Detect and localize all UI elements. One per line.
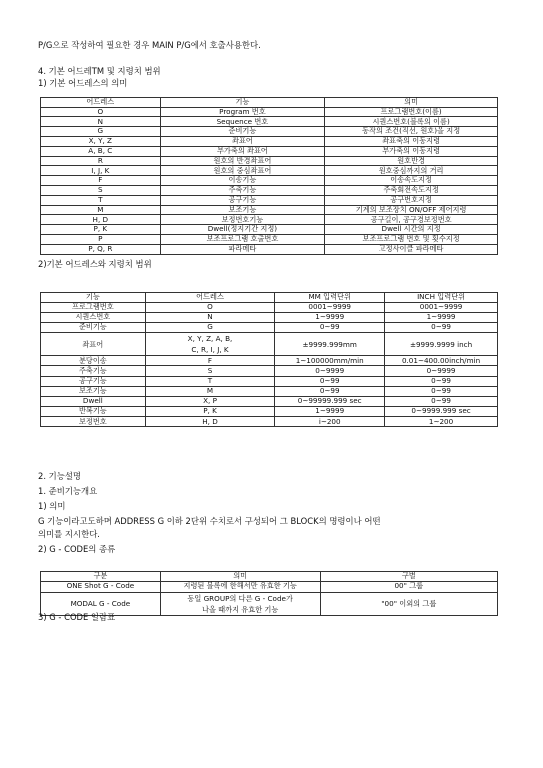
column-header: 어드레스 xyxy=(41,98,161,108)
table-cell: 부가축의 좌표어 xyxy=(160,146,325,156)
table-cell: 0~99 xyxy=(275,376,385,386)
column-header: INCH 입력단위 xyxy=(385,293,498,303)
table-cell: 부가축의 이동지령 xyxy=(325,146,498,156)
table-cell: 0~9999.999 sec xyxy=(385,407,498,417)
table-row xyxy=(41,107,498,117)
column-header: 기능 xyxy=(160,98,325,108)
column-header: 의미 xyxy=(160,572,320,582)
table-cell: ±9999.9999 inch xyxy=(385,333,498,356)
table-cell: 0.01~400.00inch/min xyxy=(385,356,498,366)
table-cell: 원호의 반경좌표어 xyxy=(160,156,325,166)
table-cell: 지령된 블록에 한해서만 유효한 기능 xyxy=(160,581,320,592)
table-cell: P, K xyxy=(145,407,275,417)
table-row xyxy=(41,386,498,396)
table-cell: 0001~9999 xyxy=(385,302,498,312)
table-cell: 0001~9999 xyxy=(275,302,385,312)
table-cell: 공구기능 xyxy=(41,376,146,386)
paragraph-line-2: 의미를 지시한다. xyxy=(38,529,100,539)
column-header: 어드레스 xyxy=(145,293,275,303)
table-row xyxy=(41,195,498,205)
table-cell: R xyxy=(41,156,161,166)
section2-title: 2. 기능설명 xyxy=(38,471,82,481)
table-cell: P, Q, R xyxy=(41,244,161,254)
table-cell: 원호중심까지의 거리 xyxy=(325,166,498,176)
column-header: 기능 xyxy=(41,293,146,303)
table-cell: 좌표축의 이동지령 xyxy=(325,136,498,146)
table-cell: T xyxy=(41,195,161,205)
table-cell: 프로그램번호(이름) xyxy=(325,107,498,117)
table-row xyxy=(41,176,498,186)
table-cell: M xyxy=(41,205,161,215)
table-cell: 시퀀스번호(블록의 이름) xyxy=(325,117,498,127)
table-cell: N xyxy=(145,312,275,322)
table-cell: 이송속도지정 xyxy=(325,176,498,186)
column-header: 의미 xyxy=(325,98,498,108)
table-row xyxy=(41,127,498,137)
table-cell: 1~9999 xyxy=(385,312,498,322)
table-row xyxy=(41,407,498,417)
section4-subtitle-2: 2)기본 어드레스와 지령치 범위 xyxy=(38,259,152,269)
table-cell: 기계의 보조장치 ON/OFF 제어지령 xyxy=(325,205,498,215)
table-header-row xyxy=(41,98,498,108)
section2-subtitle-3: 3) G - CODE 일람표 xyxy=(38,612,116,622)
table-cell: F xyxy=(41,176,161,186)
table-cell: MODAL G - Code xyxy=(41,592,161,615)
table-cell: 동작의 조건(직선, 원호)을 지정 xyxy=(325,127,498,137)
table-row xyxy=(41,136,498,146)
table-row xyxy=(41,376,498,386)
table-cell: X, P xyxy=(145,396,275,406)
table-cell: Dwell 시간의 지정 xyxy=(325,225,498,235)
table-cell: 보정번호기능 xyxy=(160,215,325,225)
meaning-line-2: 나올 때까지 유효한 기능 xyxy=(202,604,279,614)
table-row xyxy=(41,581,498,592)
table-cell: Dwell xyxy=(41,396,146,406)
table-cell: 공구길이, 공구경보정번호 xyxy=(325,215,498,225)
table-cell: Program 번호 xyxy=(160,107,325,117)
table-cell: Dwell(정지기간 지정) xyxy=(160,225,325,235)
table-cell: 0~99 xyxy=(275,322,385,332)
table-cell: 주축기능 xyxy=(41,366,146,376)
table-cell: X, Y, Z xyxy=(41,136,161,146)
table-cell: 0~99 xyxy=(385,322,498,332)
table-cell: H, D xyxy=(145,417,275,427)
table-cell: 좌표어 xyxy=(160,136,325,146)
table-row xyxy=(41,417,498,427)
table-cell: "00" 이외의 그룹 xyxy=(320,592,497,615)
table-row xyxy=(41,225,498,235)
table-row xyxy=(41,146,498,156)
table-cell: 00" 그룹 xyxy=(320,581,497,592)
table-cell: 반복기능 xyxy=(41,407,146,417)
table-cell: 보조프로그램 번호 및 횟수지정 xyxy=(325,234,498,244)
table-cell: ±9999.999mm xyxy=(275,333,385,356)
table-cell: 1~9999 xyxy=(275,407,385,417)
table-cell: 이송기능 xyxy=(160,176,325,186)
table-cell: M xyxy=(145,386,275,396)
table-row xyxy=(41,156,498,166)
table-cell: 0~9999 xyxy=(385,366,498,376)
table-row xyxy=(41,117,498,127)
table-row xyxy=(41,322,498,332)
table-cell: 원호반경 xyxy=(325,156,498,166)
table-cell: 파라메타 xyxy=(160,244,325,254)
table-row xyxy=(41,356,498,366)
table-cell: 1~100000mm/min xyxy=(275,356,385,366)
table-cell: ONE Shot G - Code xyxy=(41,581,161,592)
address-range-table xyxy=(40,292,498,427)
table-cell: 공구기능 xyxy=(160,195,325,205)
table-cell: O xyxy=(145,302,275,312)
table-row xyxy=(41,396,498,406)
intro-line: P/G으로 작성하여 필요한 경우 MAIN P/G에서 호출사용한다. xyxy=(38,40,261,50)
table-cell: 0~9999 xyxy=(275,366,385,376)
table-cell xyxy=(145,333,275,356)
table-cell: O xyxy=(41,107,161,117)
table-cell: 좌표어 xyxy=(41,333,146,356)
table-cell xyxy=(160,592,320,615)
section4-subtitle-1: 1) 기본 어드레스의 의미 xyxy=(38,78,128,88)
table-cell: 0~99 xyxy=(385,396,498,406)
table-cell: 고정사이클 파라메타 xyxy=(325,244,498,254)
table-cell: 공구번호지정 xyxy=(325,195,498,205)
section2-subtitle-1-1: 1) 의미 xyxy=(38,501,66,511)
paragraph-line-1: G 기능이라고도하며 ADDRESS G 이하 2단위 수치로서 구성되어 그 BLOCK의 명령이나 어떤 xyxy=(38,516,381,526)
table-row xyxy=(41,333,498,356)
table-row xyxy=(41,234,498,244)
table-cell: 보조기능 xyxy=(41,386,146,396)
table-row xyxy=(41,185,498,195)
table-row xyxy=(41,302,498,312)
table-cell: 보조프로그램 호출번호 xyxy=(160,234,325,244)
table-header-row xyxy=(41,293,498,303)
table-cell: 준비기능 xyxy=(41,322,146,332)
table-row xyxy=(41,244,498,254)
column-header: 구별 xyxy=(320,572,497,582)
table-cell: N xyxy=(41,117,161,127)
table-row xyxy=(41,166,498,176)
table-cell: P xyxy=(41,234,161,244)
table-cell: F xyxy=(145,356,275,366)
table-cell: 주축기능 xyxy=(160,185,325,195)
table-cell: 보정번호 xyxy=(41,417,146,427)
table-row xyxy=(41,205,498,215)
table-cell: 0~99 xyxy=(385,386,498,396)
table-cell: G xyxy=(41,127,161,137)
column-header: MM 입력단위 xyxy=(275,293,385,303)
table-cell: 주축회전속도지정 xyxy=(325,185,498,195)
table-cell: I, J, K xyxy=(41,166,161,176)
table-cell: Sequence 번호 xyxy=(160,117,325,127)
table-row xyxy=(41,215,498,225)
table-cell: 보조기능 xyxy=(160,205,325,215)
table-cell: 프로그램번호 xyxy=(41,302,146,312)
table-cell: S xyxy=(145,366,275,376)
table-cell: G xyxy=(145,322,275,332)
table-cell: T xyxy=(145,376,275,386)
section2-subtitle-1: 1. 준비기능개요 xyxy=(38,486,98,496)
section2-subtitle-2: 2) G - CODE의 종류 xyxy=(38,544,116,554)
table-cell: P, K xyxy=(41,225,161,235)
table-cell: A, B, C xyxy=(41,146,161,156)
table-cell: H, D xyxy=(41,215,161,225)
table-cell: 0~99 xyxy=(385,376,498,386)
gcode-type-table xyxy=(40,571,498,616)
meaning-line-1: 동일 GROUP의 다른 G - Code가 xyxy=(187,593,293,603)
address-line-2: C, R, I, J, K xyxy=(191,345,229,355)
table-cell: 시퀀스번호 xyxy=(41,312,146,322)
table-row xyxy=(41,366,498,376)
table-cell: 1~9999 xyxy=(275,312,385,322)
table-cell: S xyxy=(41,185,161,195)
section4-title: 4. 기본 어드레TM 및 지령치 범위 xyxy=(38,66,161,76)
table-cell: 0~99999.999 sec xyxy=(275,396,385,406)
table-cell: 1~200 xyxy=(385,417,498,427)
table-row xyxy=(41,312,498,322)
table-header-row xyxy=(41,572,498,582)
column-header: 구분 xyxy=(41,572,161,582)
address-meaning-table xyxy=(40,97,498,255)
table-cell: 원호의 중심좌표어 xyxy=(160,166,325,176)
address-line-1: X, Y, Z, A, B, xyxy=(187,334,233,344)
table-cell: 분당이송 xyxy=(41,356,146,366)
table-cell: 준비기능 xyxy=(160,127,325,137)
table-cell: i~200 xyxy=(275,417,385,427)
table-cell: 0~99 xyxy=(275,386,385,396)
